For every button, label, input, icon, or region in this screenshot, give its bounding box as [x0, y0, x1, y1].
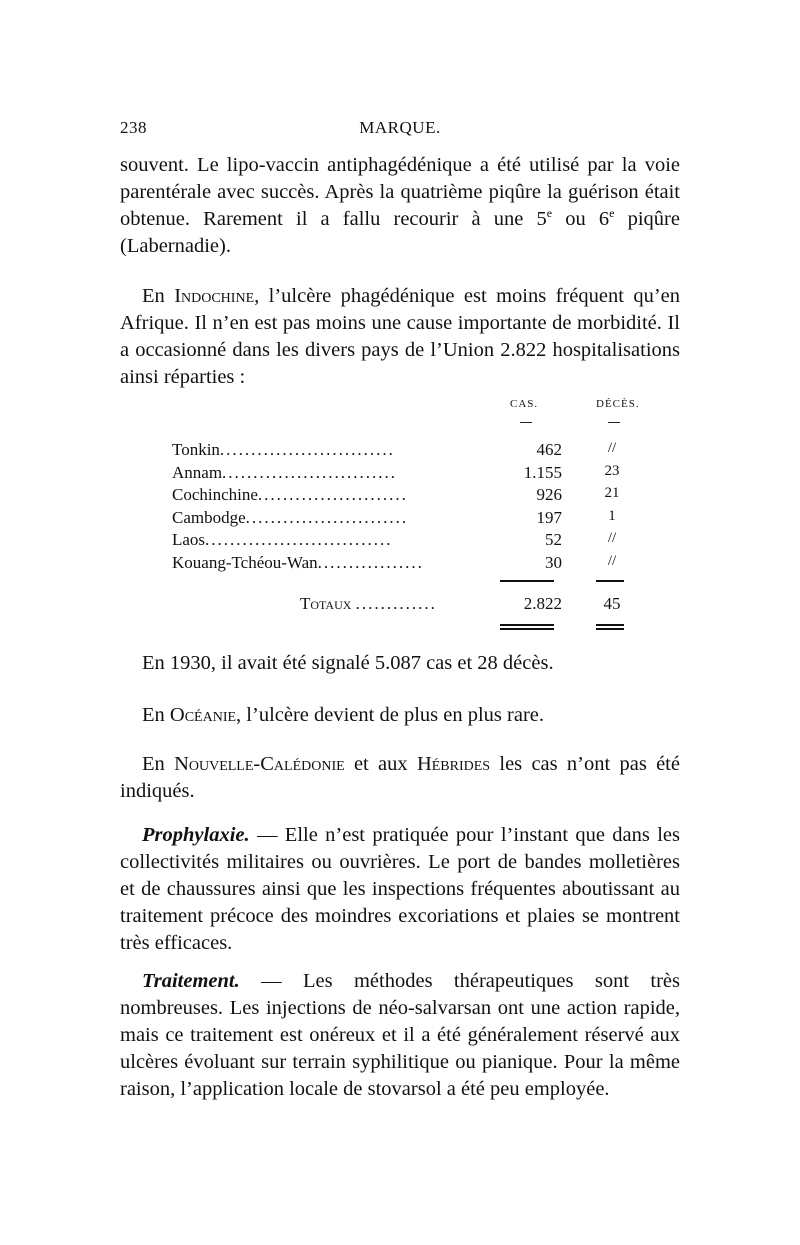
totals-row	[300, 594, 640, 616]
place-name: Indochine	[174, 285, 255, 307]
paragraph-text: ou 6	[552, 208, 610, 230]
row-deces: 21	[604, 485, 620, 502]
row-deces: 1	[608, 507, 616, 524]
paragraph-text: et aux	[344, 753, 417, 775]
paragraph-text: En	[142, 753, 175, 775]
row-label: Cambodge	[172, 507, 246, 527]
row-deces: //	[607, 530, 617, 547]
leader-dots: ..............................	[205, 530, 393, 550]
row-cas: 197	[536, 507, 562, 527]
row-cas: 926	[536, 485, 562, 505]
total-rule	[596, 580, 624, 582]
row-label: Cochinchine	[172, 485, 258, 505]
row-label: Tonkin	[172, 440, 220, 459]
total-rule	[500, 580, 554, 582]
row-cas: 1.155	[523, 462, 562, 482]
section-heading: Prophylaxie.	[142, 824, 250, 846]
paragraph-lipo-vaccin	[120, 152, 680, 260]
paragraph-text: souvent. Le lipo-vaccin antiphagédénique a été utilisé par la voie parentérale avec succès. Après la quatrième piqûre la guérison était obtenue. Rarement il a fallu recourir à une 5	[120, 154, 680, 230]
paragraph-text: — Elle n’est pratiquée pour l’instant que dans les collectivités militaires ou ouvrières. Le port de bandes molletières et de chaussures ainsi que les inspections fréquentes aboutissant au traitement précoce des moindres excoriations et plaies se montrent très efficaces.	[120, 824, 680, 954]
place-name: Océanie	[169, 704, 237, 726]
place-name: Hébrides	[416, 753, 491, 775]
total-cas: 2.822	[523, 594, 562, 613]
column-header-deces: DÉCÈS.	[596, 398, 640, 410]
paragraph-text: piqûre (Labernadie).	[120, 208, 680, 257]
paragraph-nouvelle-caledonie	[120, 751, 680, 805]
row-cas: 30	[545, 553, 562, 572]
table-row	[172, 440, 632, 462]
paragraph-text: , l’ulcère devient de plus en plus rare.	[236, 704, 544, 726]
table-row	[172, 485, 632, 507]
page-header	[120, 118, 680, 142]
double-rule	[596, 628, 624, 630]
header-dash	[520, 422, 532, 423]
total-deces: 45	[603, 594, 621, 613]
row-label: Annam	[172, 462, 223, 482]
paragraph-1930: En 1930, il avait été signalé 5.087 cas et 28 décès.	[142, 652, 554, 674]
leader-dots: ..........................	[245, 507, 409, 527]
paragraph-prophylaxie	[120, 822, 680, 957]
leader-dots: ............................	[219, 440, 395, 459]
table-row	[172, 508, 632, 530]
paragraph-text: , l’ulcère phagédénique est moins fréquent qu’en Afrique. Il n’en est pas moins une cause importante de morbidité. Il a occasionné dans les divers pays de l’Union 2.822 hospitalisations ainsi réparties :	[120, 285, 680, 388]
paragraph-indochine	[120, 283, 680, 391]
paragraph-text: En	[142, 285, 175, 307]
double-rule	[596, 624, 624, 626]
paragraph-text: En	[142, 704, 170, 726]
page-number: 238	[120, 118, 147, 137]
totals-label: Totaux	[300, 594, 352, 613]
leader-dots: ............................	[222, 462, 398, 482]
row-cas: 462	[536, 440, 562, 459]
row-label: Kouang-Tchéou-Wan	[172, 553, 318, 572]
table-row	[172, 553, 632, 575]
double-rule	[500, 628, 554, 630]
paragraph-text: les cas n’ont pas été indiqués.	[120, 753, 680, 802]
paragraph-traitement	[120, 968, 680, 1103]
place-name: Nouvelle-Calédonie	[174, 753, 345, 775]
row-cas: 52	[545, 530, 562, 550]
running-title: MARQUE.	[359, 118, 441, 137]
row-deces: //	[607, 440, 617, 456]
paragraph-oceanie	[120, 702, 680, 729]
double-rule	[500, 624, 554, 626]
paragraph-text: — Les méthodes thérapeutiques sont très nombreuses. Les injections de néo-salvarsan ont une action rapide, mais ce traitement est onéreux et il a été généralement réservé aux ulcères évoluant sur terrain syphilitique ou pianique. Pour la même raison, l’application locale de stovarsol a été peu employée.	[120, 970, 680, 1100]
leader-dots: .................	[317, 553, 424, 572]
table-row	[172, 463, 632, 485]
superscript: e	[546, 206, 553, 221]
header-dash	[608, 422, 620, 423]
table-row	[172, 530, 632, 552]
row-deces: 23	[604, 462, 620, 479]
superscript: e	[609, 206, 615, 221]
row-label: Laos	[172, 530, 206, 550]
column-header-cas: CAS.	[510, 398, 539, 410]
leader-dots: .............	[355, 594, 437, 613]
leader-dots: ........................	[257, 485, 408, 505]
row-deces: //	[607, 553, 617, 569]
section-heading: Traitement.	[142, 970, 240, 992]
